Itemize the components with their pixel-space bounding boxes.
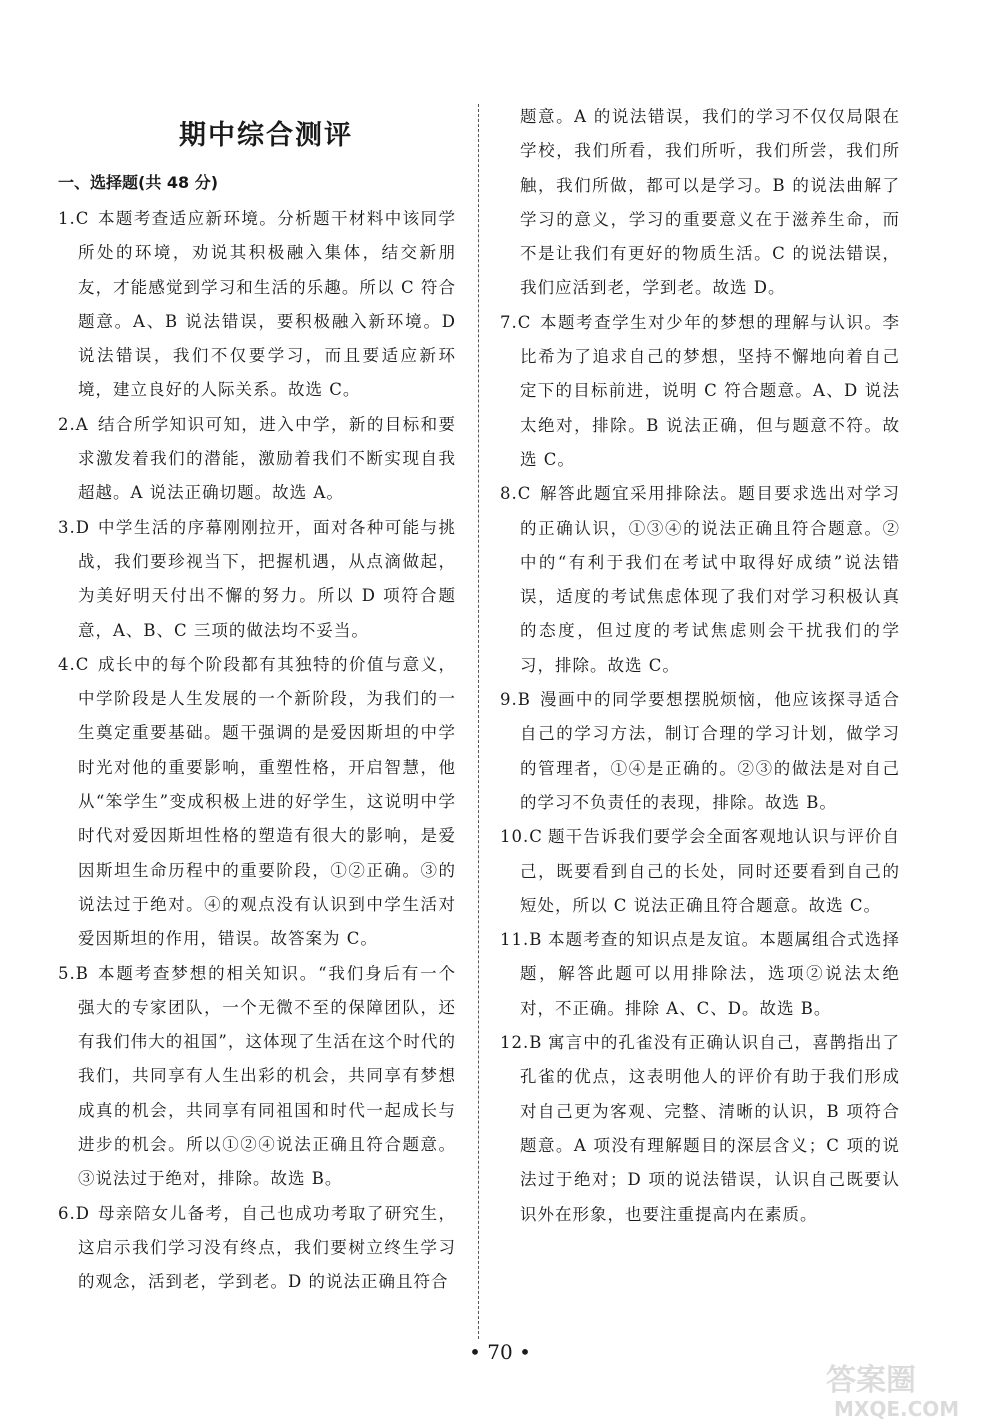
- answer-number: 11.B: [500, 930, 543, 950]
- answer-text: 题干告诉我们要学会全面客观地认识与评价自己，既要看到自己的长处，同时还要看到自己的短处，所以 C 说法正确且符合题意。故选 C。: [520, 827, 900, 915]
- answer-text: 中学生活的序幕刚刚拉开，面对各种可能与挑战，我们要珍视当下，把握机遇，从点滴做起，为美好明天付出不懈的努力。所以 D 项符合题意，A、B、C 三项的做法均不妥当。: [78, 517, 456, 640]
- answer-item-10: [500, 820, 900, 923]
- section-heading: 一、选择题(共 48 分): [58, 173, 219, 192]
- answer-number: 7.C: [500, 312, 532, 332]
- answer-item-11: [500, 923, 900, 1026]
- column-divider: [478, 104, 479, 1339]
- answer-text: 本题考查学生对少年的梦想的理解与认识。李比希为了追求自己的梦想，坚持不懈地向着自己定下的目标前进，说明 C 符合题意。A、D 说法太绝对，排除。B 说法正确，但与题意不符。故选 C。: [520, 312, 900, 469]
- answer-number: 3.D: [58, 517, 90, 537]
- answer-number: 8.C: [500, 484, 532, 504]
- answer-text: 漫画中的同学要想摆脱烦恼，他应该探寻适合自己的学习方法，制订合理的学习计划，做学习的管理者，①④是正确的。②③的做法是对自己的学习不负责任的表现，排除。故选 B。: [520, 690, 900, 812]
- answer-item-1: [58, 202, 456, 408]
- answer-text: 本题考查的知识点是友谊。本题属组合式选择题，解答此题可以用排除法，选项②说法太绝对，不正确。排除 A、C、D。故选 B。: [520, 930, 900, 1018]
- watermark-text-bottom: MXQE.COM: [834, 1397, 960, 1421]
- answer-text: 解答此题宜采用排除法。题目要求选出对学习的正确认识，①③④的说法正确且符合题意。②中的“有利于我们在考试中取得好成绩”说法错误，适度的考试焦虑体现了我们对学习积极认真的态度，但过度的考试焦虑则会干扰我们的学习，排除。故选 C。: [520, 484, 900, 675]
- answer-item-6: [58, 1197, 456, 1300]
- answer-text: 题意。A 的说法错误，我们的学习不仅仅局限在学校，我们所看，我们所听，我们所尝，我们所触，我们所做，都可以是学习。B 的说法曲解了学习的意义，学习的重要意义在于滋养生命，而不是让我们有更好的物质生活。C 的说法错误，我们应活到老，学到老。故选 D。: [520, 107, 900, 298]
- page-number: • 70 •: [469, 1340, 531, 1364]
- page-title: 期中综合测评: [179, 120, 353, 151]
- answer-number: 6.D: [58, 1203, 90, 1223]
- answer-text: 本题考查梦想的相关知识。“我们身后有一个强大的专家团队，一个无微不至的保障团队，还有我们伟大的祖国”，这体现了生活在这个时代的我们，共同享有人生出彩的机会，共同享有梦想成真的机会，共同享有同祖国和时代一起成长与进步的机会。所以①②④说法正确且符合题意。③说法过于绝对，排除。故选 B。: [78, 963, 456, 1189]
- answer-number: 9.B: [500, 690, 531, 710]
- answer-text: 成长中的每个阶段都有其独特的价值与意义，中学阶段是人生发展的一个新阶段，为我们的一生奠定重要基础。题干强调的是爱因斯坦的中学时光对他的重要影响，重塑性格，开启智慧，他从“笨学生”变成积极上进的好学生，这说明中学时代对爱因斯坦性格的塑造有很大的影响，是爱因斯坦生命历程中的重要阶段，①②正确。③的说法过于绝对。④的观点没有认识到中学生活对爱因斯坦的作用，错误。故答案为 C。: [78, 654, 456, 949]
- answer-text: 本题考查适应新环境。分析题干材料中该同学所处的环境，劝说其积极融入集体，结交新朋友，才能感觉到学习和生活的乐趣。所以 C 符合题意。A、B 说法错误，要积极融入新环境。D 说法错误，我们不仅要学习，而且要适应新环境，建立良好的人际关系。故选 C。: [78, 209, 456, 400]
- answer-item-12: [500, 1026, 900, 1232]
- right-column: [500, 100, 900, 1232]
- answer-item-4: [58, 648, 456, 957]
- answer-item-7: [500, 306, 900, 477]
- answer-number: 10.C: [500, 827, 543, 847]
- answer-text: 母亲陪女儿备考，自己也成功考取了研究生，这启示我们学习没有终点，我们要树立终生学习的观念，活到老，学到老。D 的说法正确且符合: [78, 1203, 456, 1292]
- answer-text: 结合所学知识可知，进入中学，新的目标和要求激发着我们的潜能，激励着我们不断实现自我超越。A 说法正确切题。故选 A。: [78, 414, 456, 503]
- watermark-logo: [820, 1356, 978, 1422]
- answer-item-5: [58, 957, 456, 1197]
- answer-number: 1.C: [58, 209, 90, 228]
- answer-text: 寓言中的孔雀没有正确认识自己，喜鹊指出了孔雀的优点，这表明他人的评价有助于我们形成对自己更为客观、完整、清晰的认识，B 项符合题意。A 项没有理解题目的深层含义；C 项的说法过于绝对；D 项的说法错误，认识自己既要认识外在形象，也要注重提高内在素质。: [520, 1033, 900, 1224]
- answer-number: 2.A: [58, 414, 89, 434]
- left-column: [58, 92, 456, 1300]
- answer-item-9: [500, 683, 900, 820]
- answer-item-8: [500, 477, 900, 683]
- answer-item-6-continued: [500, 100, 900, 306]
- answer-number: 4.C: [58, 654, 90, 674]
- answer-item-3: [58, 511, 456, 648]
- answer-number: 12.B: [500, 1033, 543, 1053]
- answer-number: 5.B: [58, 963, 89, 983]
- answer-item-2: [58, 408, 456, 511]
- watermark-text-top: 答案圈: [826, 1363, 916, 1398]
